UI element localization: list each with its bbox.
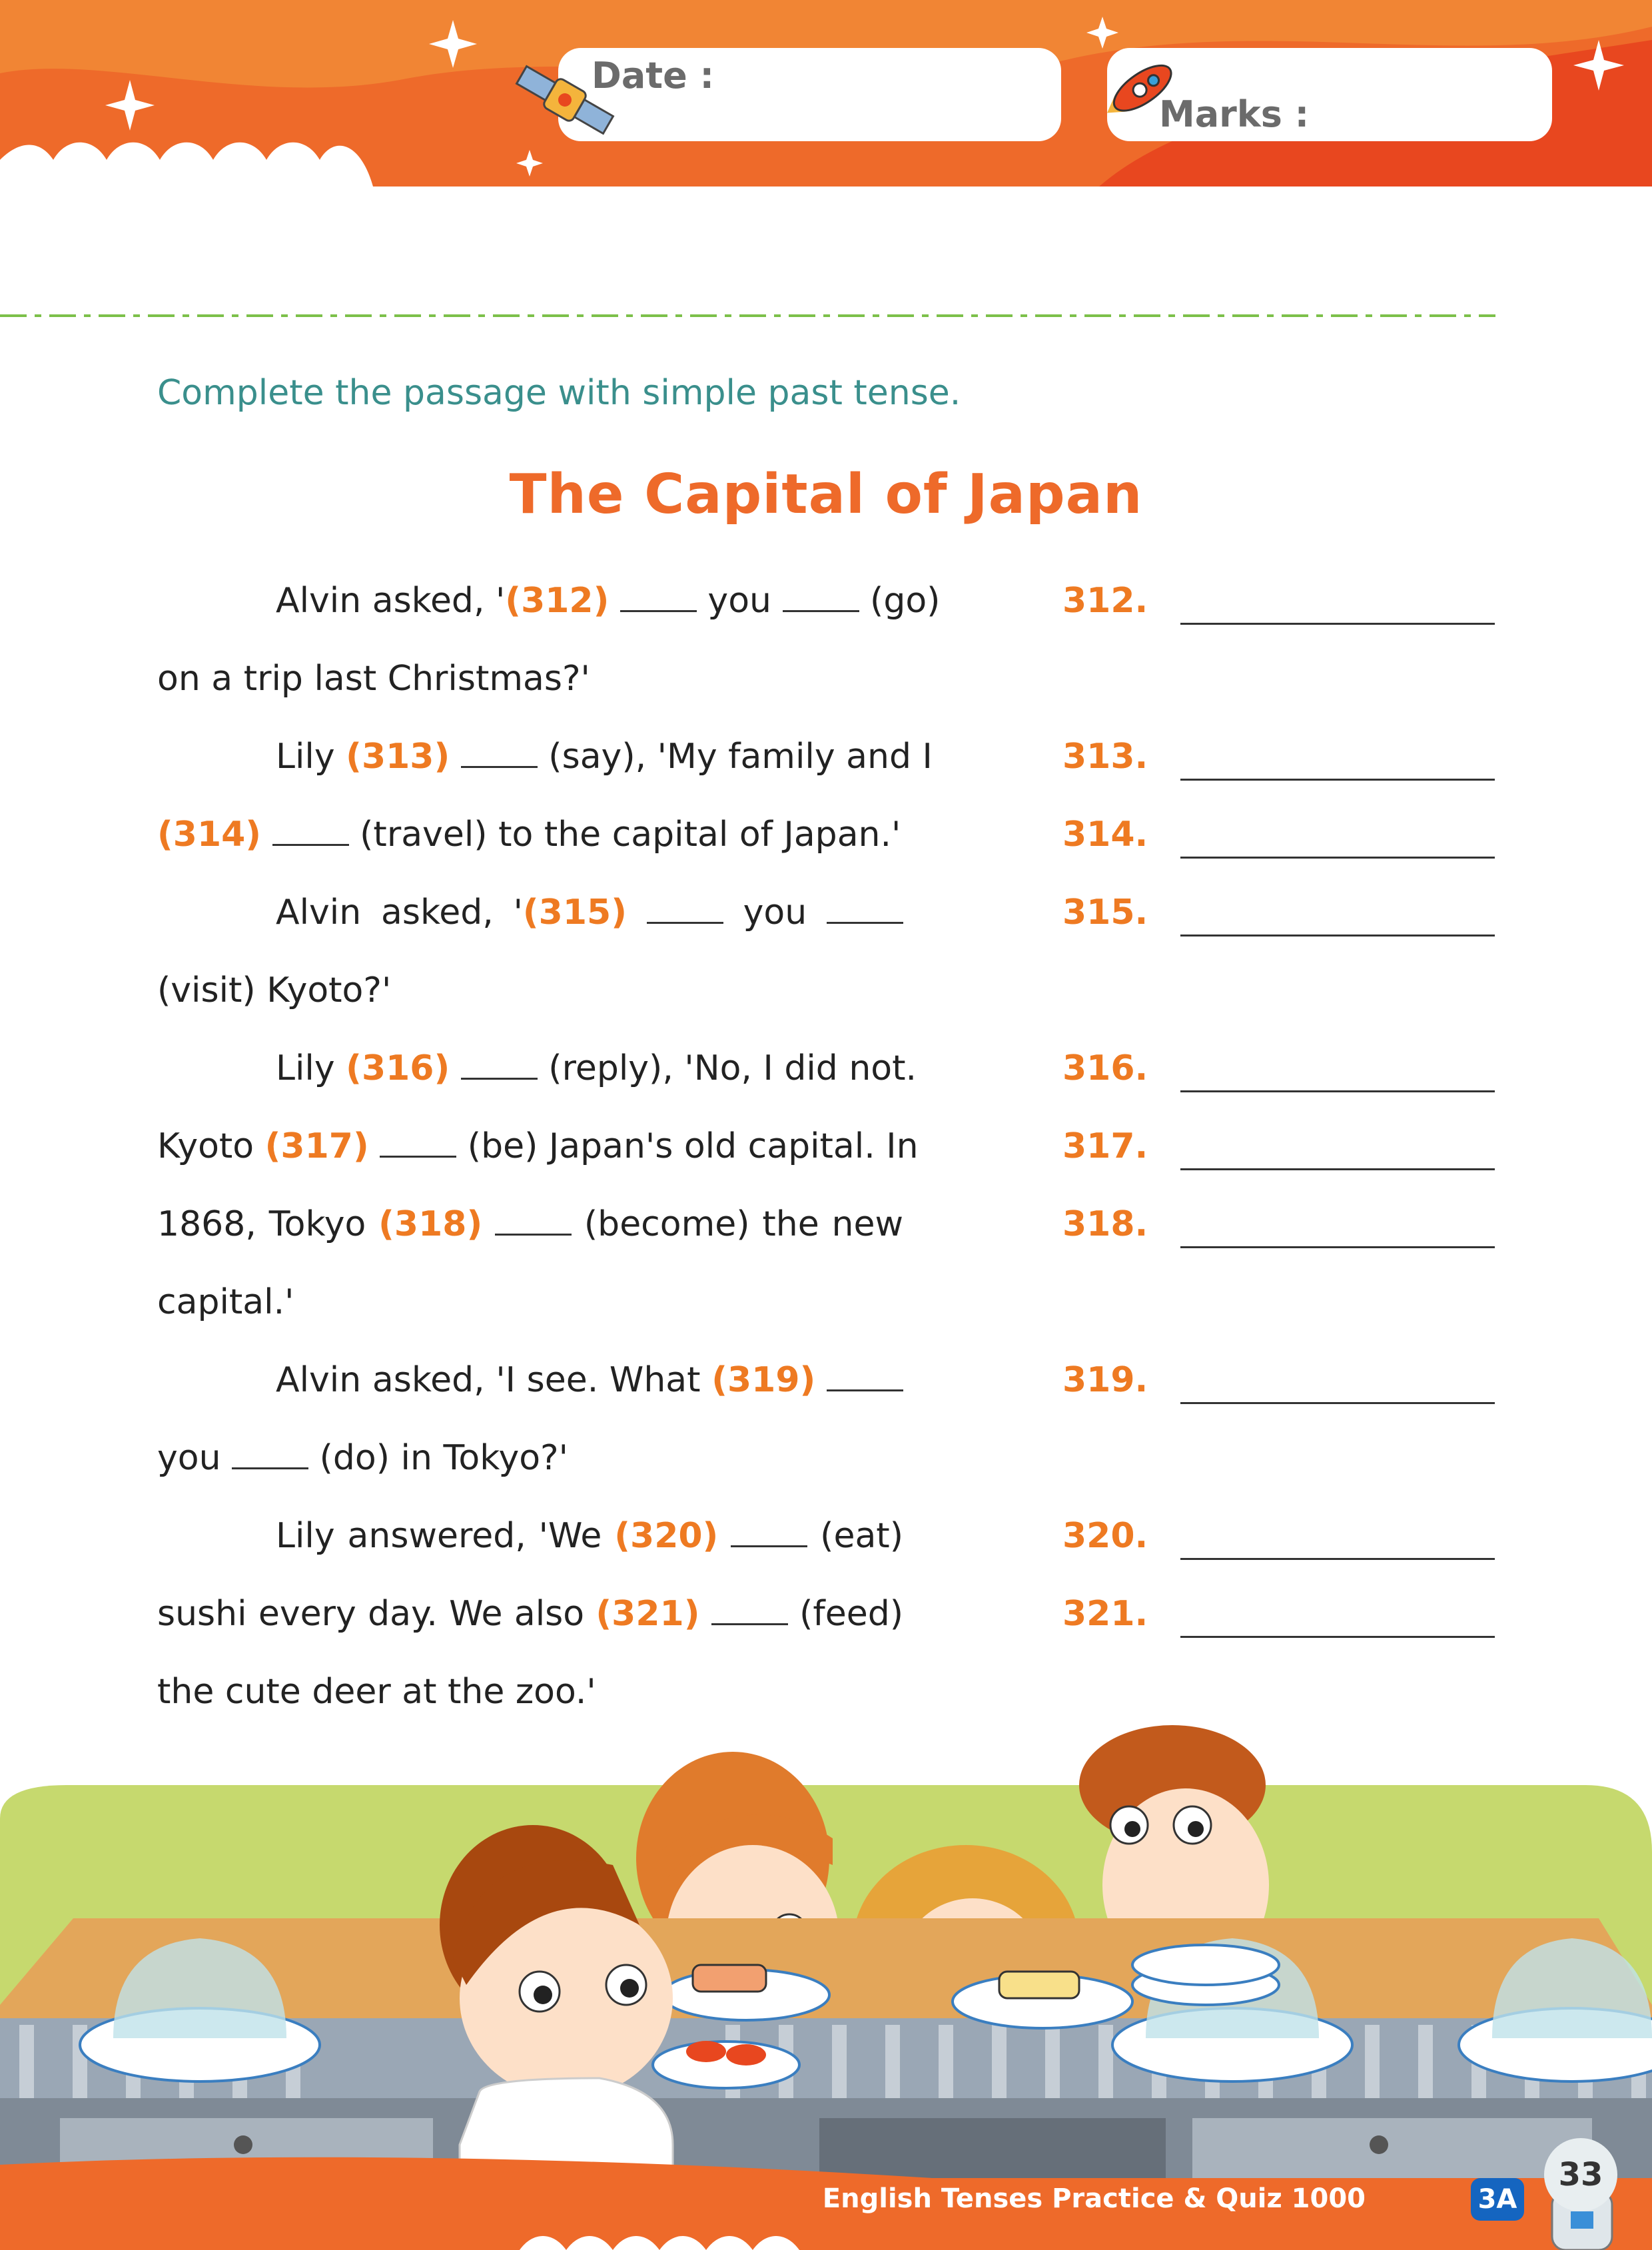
answer-number: 320. [1062, 1516, 1148, 1556]
answer-line[interactable] [1180, 1402, 1495, 1404]
answer-line[interactable] [1180, 857, 1495, 859]
passage-line-4: (314) (travel) to the capital of Japan.' [157, 815, 901, 855]
rocket-icon [1087, 52, 1187, 132]
passage-line-10: capital.' [157, 1282, 294, 1322]
answer-number: 314. [1062, 815, 1148, 855]
answer-number: 315. [1062, 893, 1148, 933]
page-number: 33 [1544, 2138, 1617, 2211]
answer-line[interactable] [1180, 1090, 1495, 1092]
sushi-illustration [0, 1718, 1652, 2250]
passage-line-1: Alvin asked, '(312) you (go) [276, 581, 941, 621]
passage-line-7: Lily (316) (reply), 'No, I did not. [276, 1048, 917, 1088]
answer-line[interactable] [1180, 623, 1495, 625]
answer-number: 319. [1062, 1360, 1148, 1400]
passage-line-6: (visit) Kyoto?' [157, 970, 392, 1010]
date-label: Date : [592, 55, 715, 97]
passage-line-11: Alvin asked, 'I see. What (319) [157, 1360, 903, 1400]
answer-line[interactable] [1180, 779, 1495, 781]
dashed-divider [0, 313, 1495, 318]
level-badge: 3A [1471, 2178, 1524, 2221]
instruction-text: Complete the passage with simple past tense. [157, 373, 961, 413]
satellite-icon [512, 53, 618, 147]
answer-line[interactable] [1180, 935, 1495, 937]
passage-line-5: Alvin asked, '(315) you [157, 893, 903, 933]
answer-number: 313. [1062, 737, 1148, 777]
answer-number: 317. [1062, 1126, 1148, 1166]
answer-number: 318. [1062, 1204, 1148, 1244]
answer-line[interactable] [1180, 1168, 1495, 1170]
passage-line-13: Lily answered, 'We (320) (eat) [276, 1516, 903, 1556]
passage-line-3: Lily (313) (say), 'My family and I [276, 737, 933, 777]
passage-line-15: the cute deer at the zoo.' [157, 1672, 596, 1712]
answer-line[interactable] [1180, 1636, 1495, 1638]
passage-line-12: you (do) in Tokyo?' [157, 1438, 568, 1478]
passage-line-14: sushi every day. We also (321) (feed) [157, 1594, 904, 1634]
passage-line-9: 1868, Tokyo (318) (become) the new [157, 1204, 904, 1244]
answer-number: 321. [1062, 1594, 1148, 1634]
passage-title: The Capital of Japan [509, 463, 1143, 526]
book-title: English Tenses Practice & Quiz 1000 [822, 2183, 1366, 2214]
answer-line[interactable] [1180, 1246, 1495, 1248]
answer-line[interactable] [1180, 1558, 1495, 1560]
passage-line-2: on a trip last Christmas?' [157, 659, 590, 699]
passage-line-8: Kyoto (317) (be) Japan's old capital. In [157, 1126, 919, 1166]
answer-number: 316. [1062, 1048, 1148, 1088]
answer-number: 312. [1062, 581, 1148, 621]
marks-label: Marks : [1159, 93, 1310, 135]
